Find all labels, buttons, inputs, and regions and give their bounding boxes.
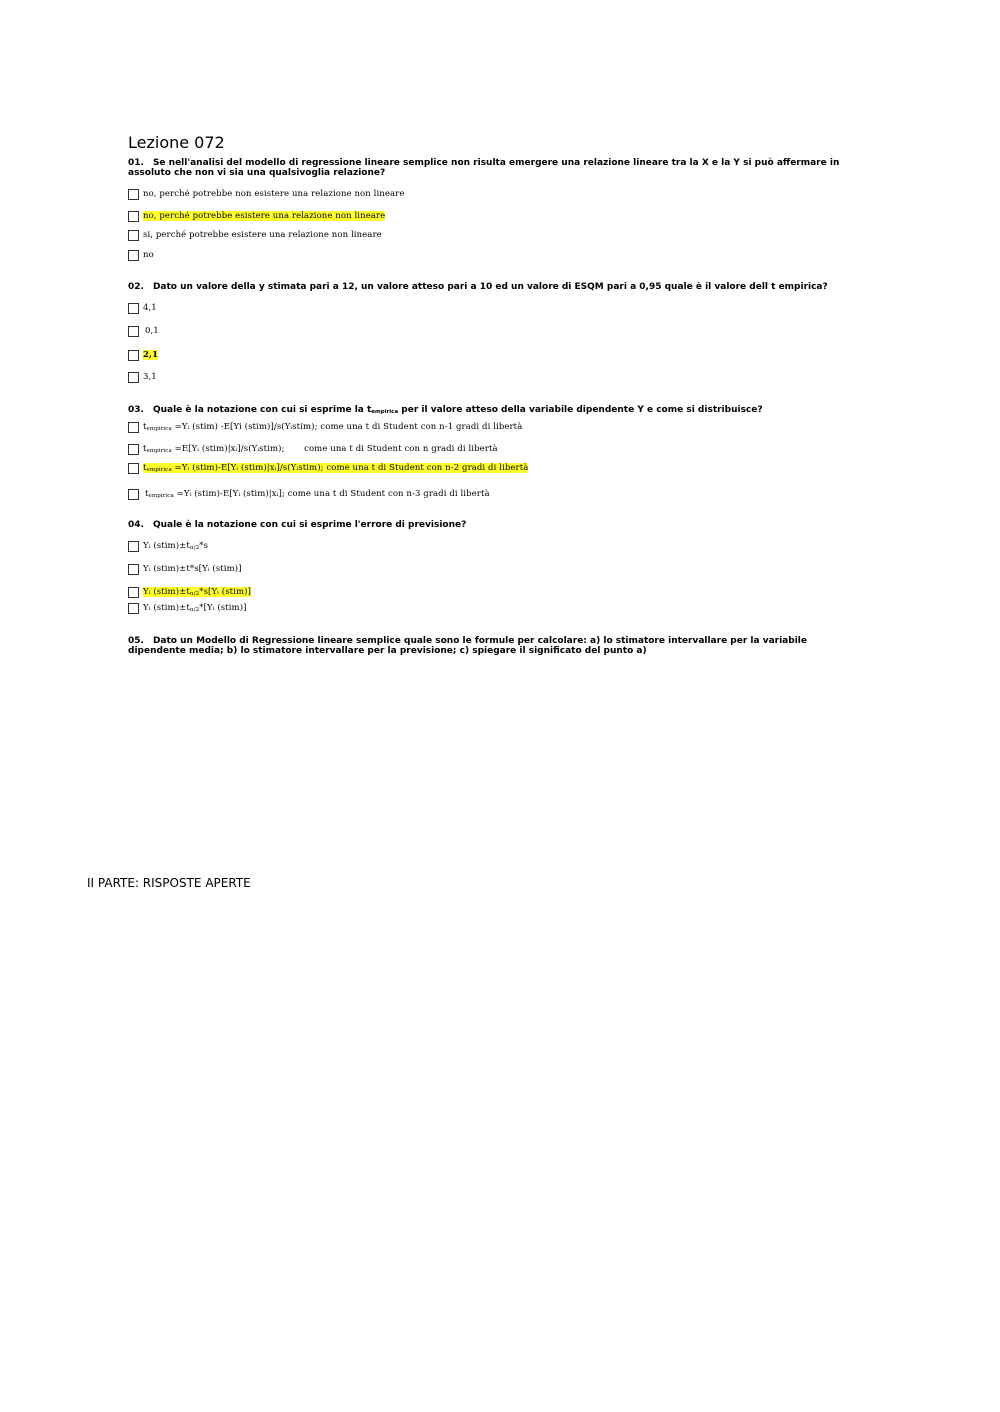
checkbox[interactable] [128,564,139,575]
option-label: $t_{empirica}$ =E[Yᵢ (stim)|xᵢ]/s(Yᵢstim); come una t di Student con n gradi di libertà [143,444,498,454]
option-q3-b[interactable] [128,442,498,456]
option-q4-c[interactable] [128,585,251,599]
checkbox[interactable] [128,211,139,222]
question-01 [128,158,858,178]
question-number: 05. [128,636,144,646]
question-number: 03. [128,405,144,415]
option-q2-b[interactable] [128,324,159,338]
checkbox[interactable] [128,250,139,261]
checkbox[interactable] [128,189,139,200]
question-02 [128,282,858,292]
option-label-correct: Yᵢ $(stim)\pm t_{\alpha/2}*s[Yᵢ$ (stim)] [143,587,251,597]
subscript: empirica [371,409,399,415]
question-text: Se nell'analisi del modello di regressione lineare semplice non risulta emergere una relazione lineare tra la X e la Y si può affermare in assoluto che non vi sia una qualsivoglia relazione? [128,158,840,178]
option-label-correct: no, perché potrebbe esistere una relazione non lineare [143,211,386,221]
option-label: si, perché potrebbe esistere una relazione non lineare [143,230,382,240]
option-q1-c[interactable] [128,228,382,242]
option-q1-a[interactable] [128,187,404,201]
question-number: 01. [128,158,144,168]
checkbox[interactable] [128,541,139,552]
option-label: 3,1 [143,372,157,382]
page-title: Lezione 072 [128,133,225,152]
option-q2-a[interactable] [128,301,157,315]
question-text: Dato un valore della y stimata pari a 12, un valore atteso pari a 10 ed un valore di ESQM pari a 0,95 quale è il valore dell t empirica? [152,282,828,292]
option-q3-a[interactable] [128,420,522,434]
question-number: 04. [128,520,144,530]
option-label: no [143,250,154,260]
question-text: Quale è la notazione con cui si esprime la t [152,405,372,415]
option-label: Yᵢ $(stim)\pm t_{\alpha/2}*[Yᵢ$ (stim)] [143,603,247,613]
option-label: 0,1 [145,326,159,336]
option-label: Yᵢ (stim)±t*s[Yᵢ (stim)] [143,564,242,574]
option-q4-a[interactable] [128,539,208,553]
question-03 [128,405,858,417]
checkbox[interactable] [128,463,139,474]
question-text: Dato un Modello di Regressione lineare semplice quale sono le formule per calcolare: a) lo stimatore intervallare per la variabile dipendente media; b) lo stimatore intervallare per la previsione; c) spiegare il significato del punto a) [128,636,807,656]
option-q3-c[interactable] [128,461,528,475]
checkbox[interactable] [128,444,139,455]
checkbox[interactable] [128,350,139,361]
question-04 [128,520,858,530]
section-title: II PARTE: RISPOSTE APERTE [87,876,251,890]
checkbox[interactable] [128,230,139,241]
question-05 [128,636,858,656]
option-label: $t_{empirica}$ =Yᵢ (stim)-E[Yᵢ (stim)|xᵢ]; come una t di Student con n-3 gradi di libertà [145,489,490,499]
option-q2-c[interactable] [128,348,158,362]
option-q1-b[interactable] [128,209,385,223]
option-q2-d[interactable] [128,370,157,384]
checkbox[interactable] [128,422,139,433]
checkbox[interactable] [128,603,139,614]
question-number: 02. [128,282,144,292]
option-q4-d[interactable] [128,601,247,615]
checkbox[interactable] [128,587,139,598]
checkbox[interactable] [128,326,139,337]
checkbox[interactable] [128,372,139,383]
option-q4-b[interactable] [128,562,242,576]
option-label: 4,1 [143,303,157,313]
option-label-correct: 2,1 [143,350,159,360]
checkbox[interactable] [128,489,139,500]
question-text-cont: per il valore atteso della variabile dipendente Y e come si distribuisce? [398,405,763,415]
question-text: Quale è la notazione con cui si esprime l'errore di previsione? [152,520,467,530]
option-q3-d[interactable] [128,487,490,501]
option-label: $t_{empirica}$ =Yᵢ (stim) -E[Yi (stim)]/s(Yᵢstim); come una t di Student con n-1 gradi di libertà [143,422,523,432]
option-q1-d[interactable] [128,248,154,262]
option-label: Yᵢ $(stim)\pm t_{\alpha/2}*s$ [143,541,209,551]
option-label-correct: $t_{empirica}$ =Yᵢ (stim)-E[Yᵢ (stim)|xᵢ]/s(Yᵢstim); come una t di Student con n-2 gradi di libertà [143,463,529,473]
option-label: no, perché potrebbe non esistere una relazione non lineare [143,189,405,199]
checkbox[interactable] [128,303,139,314]
